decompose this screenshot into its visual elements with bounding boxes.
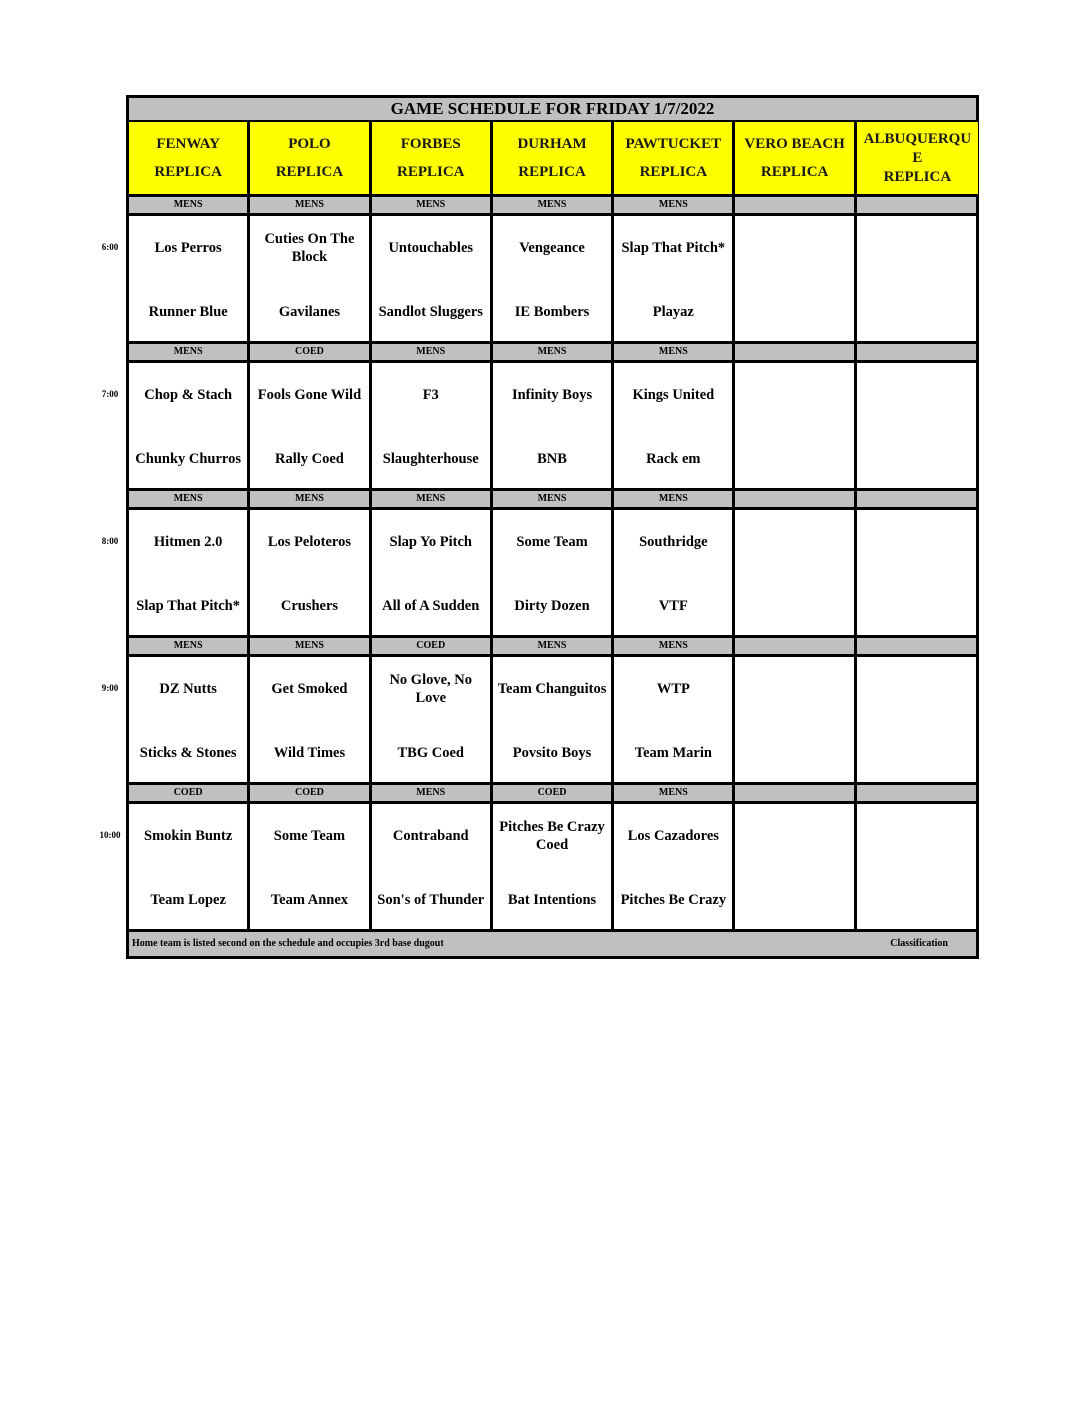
classification-cell: COED <box>493 785 614 801</box>
home-team: IE Bombers <box>514 304 590 320</box>
classification-cell: MENS <box>493 491 614 507</box>
classification-cell: MENS <box>372 785 493 801</box>
field-subtitle: REPLICA <box>639 164 708 180</box>
away-team: Vengeance <box>519 240 585 256</box>
game-cell <box>493 804 614 929</box>
home-team: Rack em <box>646 451 701 467</box>
away-team: Some Team <box>516 534 588 550</box>
game-cell <box>614 804 735 929</box>
home-team <box>735 439 853 479</box>
away-team: Southridge <box>639 534 708 550</box>
field-subtitle: REPLICA <box>154 164 222 180</box>
away-team: Hitmen 2.0 <box>153 534 223 550</box>
slot-block <box>129 638 976 785</box>
game-cell <box>735 657 856 782</box>
field-header-0 <box>129 122 250 194</box>
game-cell <box>857 363 978 488</box>
away-team <box>857 816 978 856</box>
away-team <box>857 522 978 562</box>
classification-cell <box>735 638 856 654</box>
field-header-3 <box>493 122 614 194</box>
away-team: DZ Nutts <box>159 681 217 697</box>
game-cell <box>735 363 856 488</box>
home-team: Runner Blue <box>148 304 228 320</box>
game-cell <box>250 804 371 929</box>
field-name: POLO <box>288 136 331 152</box>
games-row <box>129 216 976 344</box>
away-team: F3 <box>422 387 439 403</box>
away-team <box>857 375 978 415</box>
time-label: 8:00 <box>101 536 119 546</box>
classification-cell: MENS <box>250 491 371 507</box>
slot-block <box>129 197 976 344</box>
field-subtitle: REPLICA <box>883 169 952 185</box>
away-team <box>735 522 853 562</box>
slot-block <box>129 491 976 638</box>
classification-cell <box>857 785 978 801</box>
home-team: Sticks & Stones <box>139 745 237 761</box>
field-header-6 <box>857 122 978 194</box>
field-name: FORBES <box>400 136 461 152</box>
game-cell <box>250 657 371 782</box>
away-team: No Glove, No Love <box>389 672 473 706</box>
away-team: Some Team <box>273 828 346 844</box>
classification-cell: MENS <box>372 491 493 507</box>
classification-cell: COED <box>250 785 371 801</box>
home-team: All of A Sudden <box>382 598 480 614</box>
games-row <box>129 363 976 491</box>
home-team: Team Annex <box>270 892 349 908</box>
away-team: Get Smoked <box>271 681 348 697</box>
home-team <box>735 733 853 773</box>
classification-cell: MENS <box>614 344 735 360</box>
classification-cell: MENS <box>372 197 493 213</box>
game-cell <box>129 216 250 341</box>
classification-cell <box>735 785 856 801</box>
field-subtitle: REPLICA <box>396 164 465 180</box>
home-team <box>735 586 853 626</box>
classification-row <box>129 344 976 363</box>
home-team: Team Marin <box>634 745 712 761</box>
classification-cell <box>735 197 856 213</box>
classification-cell: MENS <box>614 638 735 654</box>
classification-cell: MENS <box>614 785 735 801</box>
away-team: Pitches Be Crazy Coed <box>499 819 605 853</box>
field-name: PAWTUCKET <box>625 136 722 152</box>
away-team <box>857 669 978 709</box>
away-team: Team Changuitos <box>497 681 607 697</box>
away-team: Los Cazadores <box>627 828 719 844</box>
game-cell <box>372 804 493 929</box>
home-team: Povsito Boys <box>512 745 592 761</box>
classification-label: Classification <box>890 938 948 949</box>
home-team: BNB <box>537 451 567 467</box>
classification-cell <box>735 344 856 360</box>
slot-block <box>129 344 976 491</box>
away-team: Untouchables <box>388 240 474 256</box>
home-team: Team Lopez <box>150 892 226 908</box>
field-header-2 <box>372 122 493 194</box>
game-cell <box>250 363 371 488</box>
home-team-note: Home team is listed second on the schedule and occupies 3rd base dugout <box>132 938 444 949</box>
games-row <box>129 657 976 785</box>
home-team: Rally Coed <box>275 451 344 467</box>
away-team <box>735 816 853 856</box>
classification-cell <box>735 491 856 507</box>
classification-cell: COED <box>129 785 250 801</box>
away-team <box>735 375 853 415</box>
home-team: VTF <box>658 598 688 614</box>
game-cell <box>857 216 978 341</box>
home-team: Wild Times <box>273 745 346 761</box>
field-name: FENWAY <box>156 136 220 152</box>
away-team: Infinity Boys <box>511 387 593 403</box>
classification-cell: MENS <box>129 344 250 360</box>
field-name: VERO BEACH <box>744 136 845 152</box>
away-team: Chop & Stach <box>144 387 233 403</box>
footer-row <box>129 932 976 956</box>
classification-cell: MENS <box>372 344 493 360</box>
game-cell <box>372 510 493 635</box>
game-cell <box>857 510 978 635</box>
field-name: ALBUQUERQUE <box>863 131 972 166</box>
away-team <box>857 228 978 268</box>
home-team: Playaz <box>652 304 694 320</box>
classification-cell: MENS <box>129 638 250 654</box>
home-team <box>735 292 853 332</box>
slot-block <box>129 785 976 932</box>
schedule-table <box>126 95 979 959</box>
game-cell <box>372 657 493 782</box>
games-row <box>129 510 976 638</box>
home-team <box>857 292 978 332</box>
classification-cell <box>857 197 978 213</box>
away-team: Slap Yo Pitch <box>389 534 472 550</box>
home-team: TBG Coed <box>397 745 464 761</box>
game-cell <box>129 363 250 488</box>
home-team <box>735 880 853 920</box>
classification-cell: COED <box>372 638 493 654</box>
field-name: DURHAM <box>517 136 587 152</box>
classification-cell: MENS <box>250 197 371 213</box>
home-team: Chunky Churros <box>135 451 241 467</box>
game-cell <box>857 804 978 929</box>
game-cell <box>614 363 735 488</box>
game-cell <box>372 216 493 341</box>
time-label: 9:00 <box>101 683 119 693</box>
game-cell <box>493 216 614 341</box>
home-team: Dirty Dozen <box>514 598 590 614</box>
field-header-1 <box>250 122 371 194</box>
away-team: Kings United <box>632 387 715 403</box>
classification-cell <box>857 491 978 507</box>
home-team <box>857 586 978 626</box>
game-cell <box>250 510 371 635</box>
away-team: Los Perros <box>154 240 222 256</box>
game-cell <box>129 510 250 635</box>
game-cell <box>614 657 735 782</box>
field-header-row <box>129 122 976 197</box>
away-team: Fools Gone Wild <box>257 387 362 403</box>
field-header-5 <box>735 122 856 194</box>
field-subtitle: REPLICA <box>275 164 344 180</box>
game-cell <box>493 363 614 488</box>
classification-cell: MENS <box>129 491 250 507</box>
classification-cell <box>857 344 978 360</box>
classification-cell: MENS <box>614 491 735 507</box>
away-team: Los Peloteros <box>267 534 351 550</box>
classification-cell: MENS <box>129 197 250 213</box>
away-team: Contraband <box>392 828 469 844</box>
field-subtitle: REPLICA <box>518 164 586 180</box>
game-cell <box>614 510 735 635</box>
home-team <box>857 880 978 920</box>
away-team: Slap That Pitch* <box>621 240 726 256</box>
home-team: Crushers <box>280 598 339 614</box>
home-team: Son's of Thunder <box>377 892 485 908</box>
classification-cell: MENS <box>493 344 614 360</box>
home-team <box>857 439 978 479</box>
home-team: Bat Intentions <box>507 892 597 908</box>
game-cell <box>129 657 250 782</box>
away-team: Cuties On The Block <box>264 231 355 265</box>
classification-cell: MENS <box>493 197 614 213</box>
away-team <box>735 228 853 268</box>
field-header-4 <box>614 122 735 194</box>
home-team: Gavilanes <box>278 304 341 320</box>
classification-row <box>129 638 976 657</box>
away-team <box>735 669 853 709</box>
game-cell <box>372 363 493 488</box>
home-team: Sandlot Sluggers <box>378 304 483 320</box>
classification-row <box>129 197 976 216</box>
home-team: Slap That Pitch* <box>136 598 240 614</box>
games-row <box>129 804 976 932</box>
classification-cell <box>857 638 978 654</box>
classification-cell: MENS <box>250 638 371 654</box>
game-cell <box>735 510 856 635</box>
time-label: 10:00 <box>99 830 121 840</box>
time-label: 7:00 <box>101 389 119 399</box>
classification-cell: MENS <box>614 197 735 213</box>
game-cell <box>735 216 856 341</box>
classification-cell: MENS <box>493 638 614 654</box>
home-team: Slaughterhouse <box>382 451 479 467</box>
game-cell <box>614 216 735 341</box>
classification-row <box>129 491 976 510</box>
time-label: 6:00 <box>101 242 119 252</box>
game-cell <box>857 657 978 782</box>
home-team: Pitches Be Crazy <box>620 892 727 908</box>
game-cell <box>493 510 614 635</box>
away-team: WTP <box>656 681 690 697</box>
game-cell <box>129 804 250 929</box>
field-subtitle: REPLICA <box>760 164 829 180</box>
game-cell <box>250 216 371 341</box>
away-team: Smokin Buntz <box>144 828 233 844</box>
game-cell <box>735 804 856 929</box>
schedule-title: GAME SCHEDULE FOR FRIDAY 1/7/2022 <box>129 98 976 122</box>
game-cell <box>493 657 614 782</box>
classification-row <box>129 785 976 804</box>
classification-cell: COED <box>250 344 371 360</box>
home-team <box>857 733 978 773</box>
